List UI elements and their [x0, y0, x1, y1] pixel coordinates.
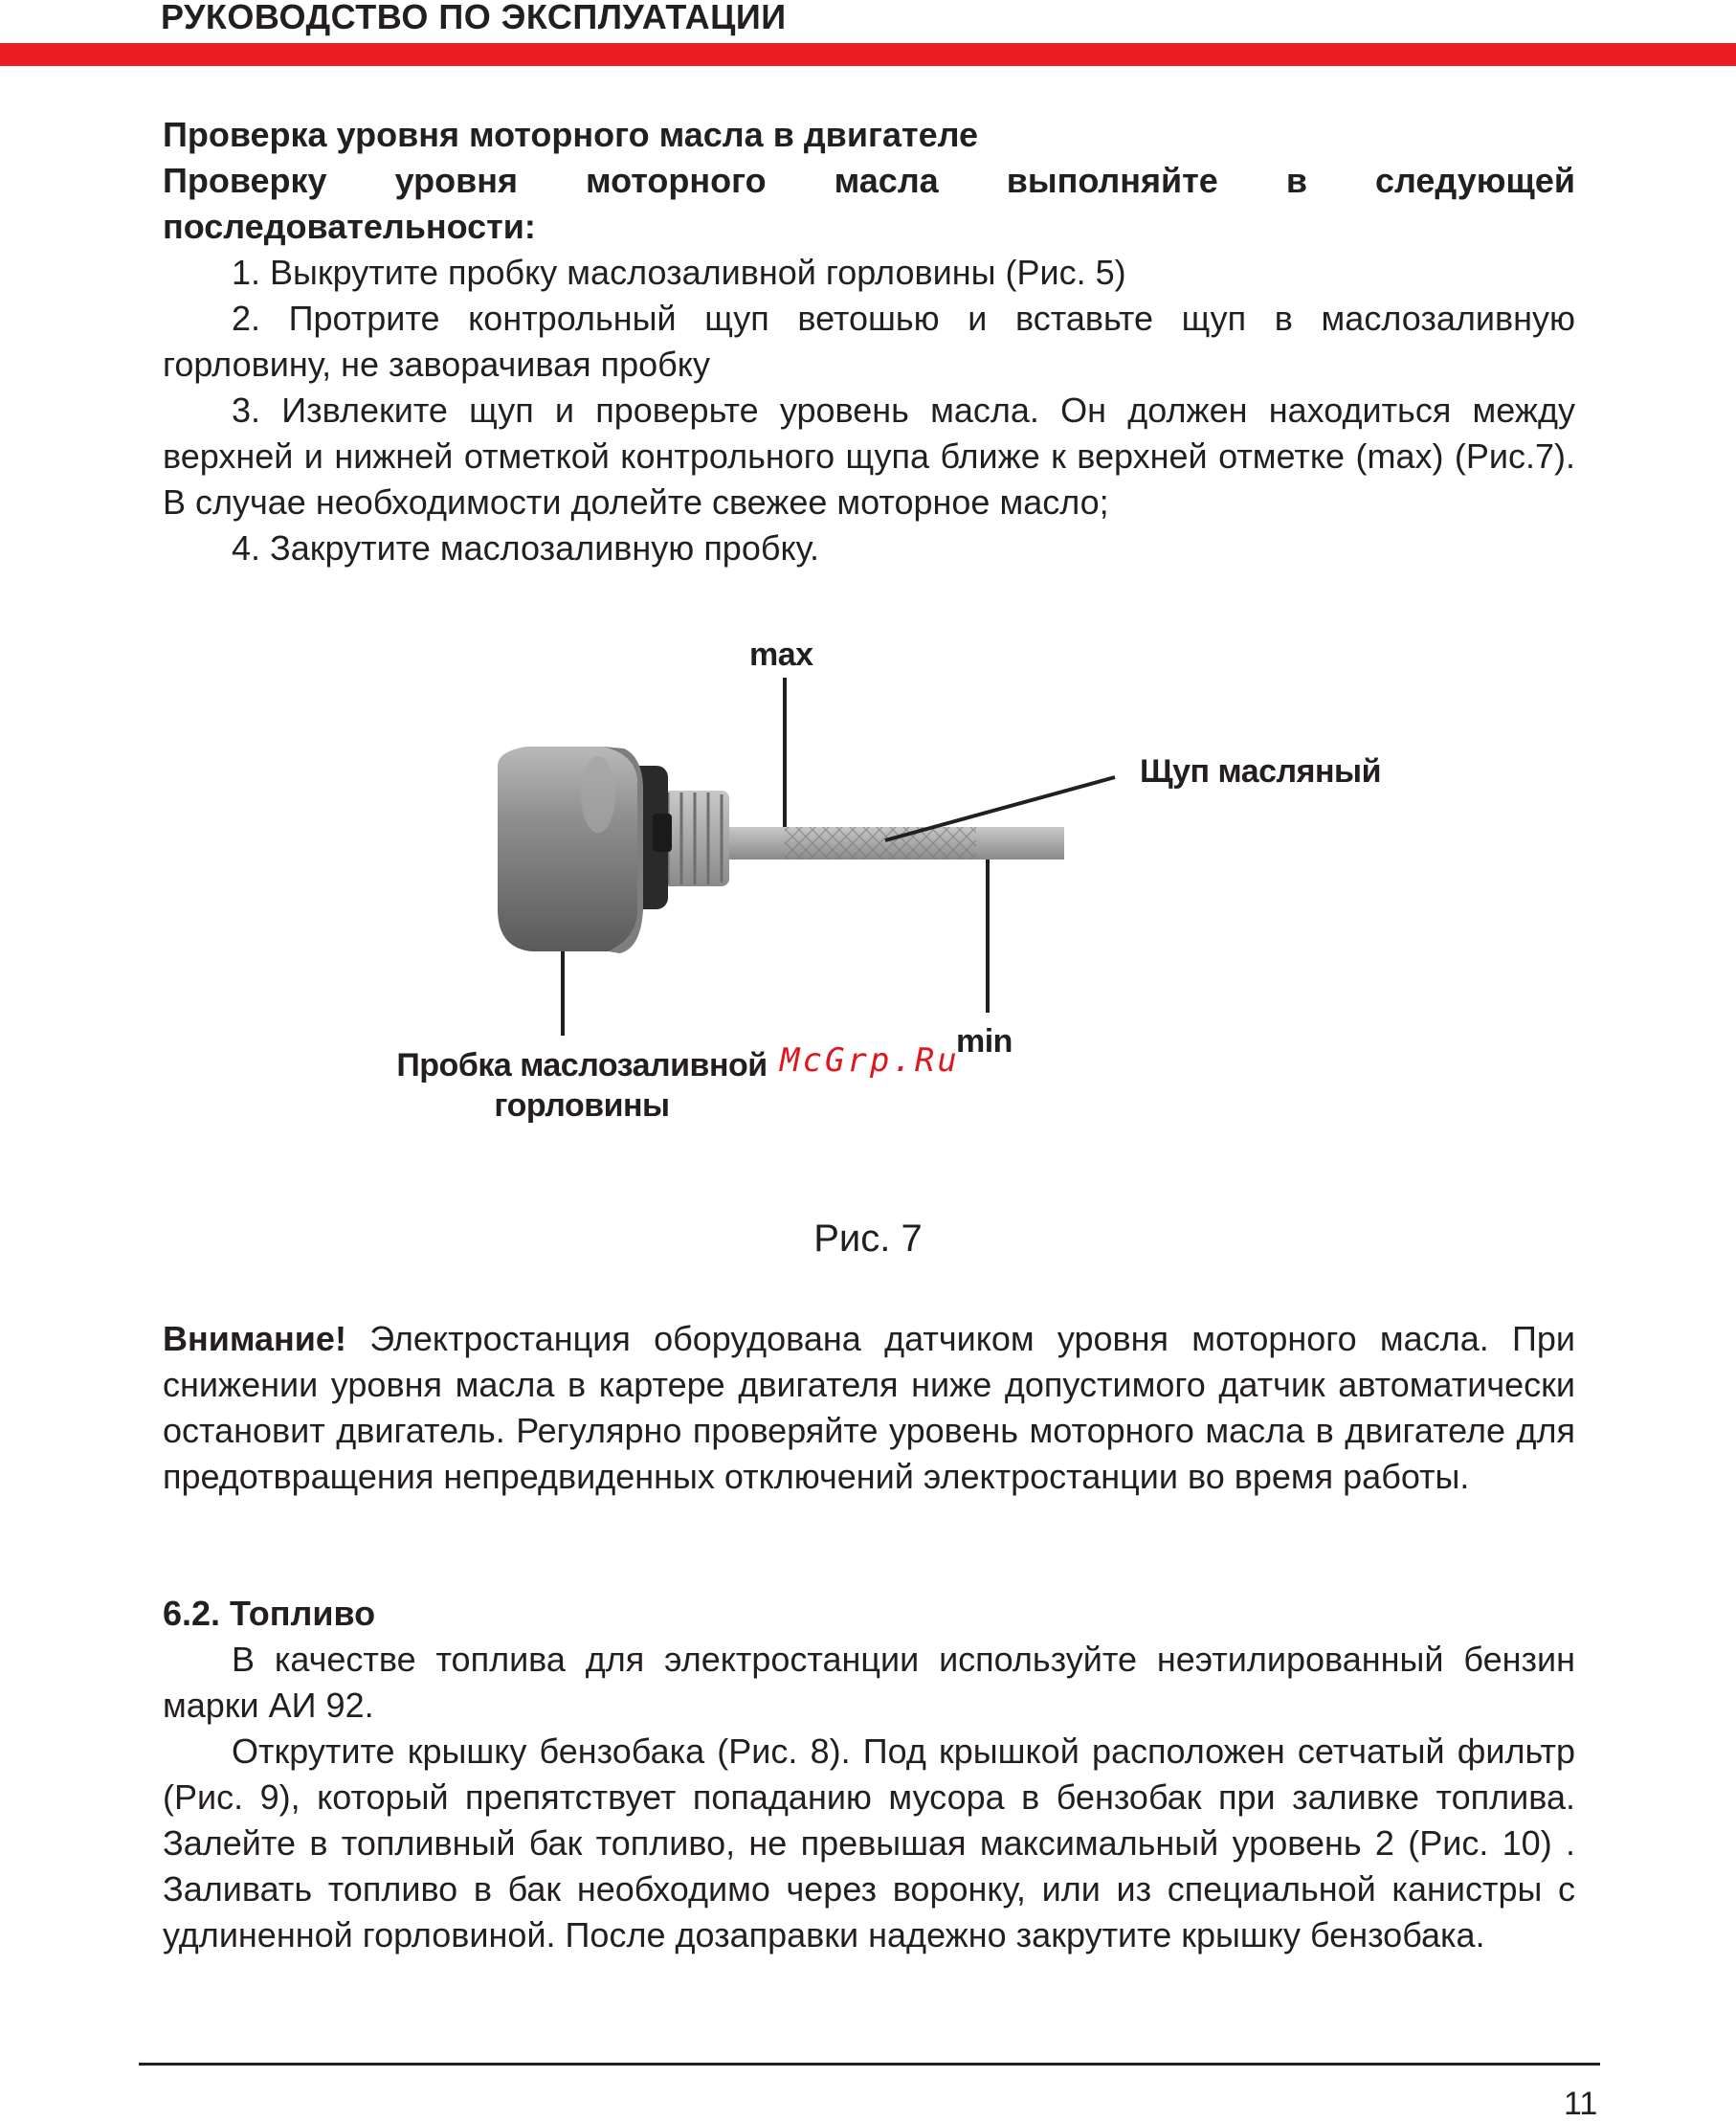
footer-rule: [139, 2063, 1600, 2066]
dipstick-hatch: [785, 827, 976, 860]
oil-step-2: 2. Протрите контрольный щуп ветошью и вставьте щуп в маслозаливную горловину, не заворачивая пробку: [163, 299, 1575, 384]
warning-block: [163, 1316, 1575, 1500]
label-min: min: [956, 1023, 1013, 1060]
fuel-heading: 6.2. Топливо: [163, 1594, 376, 1633]
page-number: 11: [1564, 2086, 1598, 2122]
figure-caption: Рис. 7: [813, 1217, 923, 1260]
oil-step-3: 3. Извлеките щуп и проверьте уровень масла. Он должен находиться между верхней и нижней отметкой контрольного щупа ближе к верхней отметке (max) (Рис.7). В случае необходимости долейте свежее моторное масло;: [163, 391, 1575, 522]
label-cap: Пробка маслозаливной горловины: [396, 1047, 768, 1124]
warning-text: Электростанция оборудована датчиком уровня моторного масла. При снижении уровня масла в картере двигателя ниже допустимого датчик автоматически остановит двигатель. Регулярно проверяйте уровень моторного масла в двигателе для предотвращения непредвиденных отключений электростанции во время работы.: [163, 1319, 1575, 1496]
fuel-paragraph-2: Открутите крышку бензобака (Рис. 8). Под крышкой расположен сетчатый фильтр (Рис. 9), который препятствует попаданию мусора в бензобак при заливке топлива. Залейте в топливный бак топливо, не превышая максимальный уровень 2 (Рис. 10) . Заливать топливо в бак необходимо через воронку, или из специальной канистры с удлиненной горловиной. После дозаправки надежно закрутите крышку бензобака.: [163, 1731, 1575, 1954]
oil-check-section: [163, 112, 1575, 571]
oil-check-intro: Проверку уровня моторного масла выполняйте в следующей последовательности:: [163, 161, 1575, 246]
fuel-paragraph-1: В качестве топлива для электростанции используйте неэтилированный бензин марки АИ 92.: [163, 1640, 1575, 1725]
label-dipstick: Щуп масляный: [1140, 753, 1381, 790]
oil-step-1: 1. Выкрутите пробку маслозаливной горловины (Рис. 5): [232, 253, 1126, 292]
watermark-text: McGrp.Ru: [780, 1041, 960, 1080]
header-red-bar: [0, 43, 1736, 66]
fuel-section: [163, 1591, 1575, 1958]
label-max: max: [749, 637, 813, 673]
warning-lead: Внимание!: [163, 1319, 346, 1358]
oil-cap: [498, 747, 643, 951]
page-header-title: РУКОВОДСТВО ПО ЭКСПЛУАТАЦИИ: [161, 0, 787, 36]
oil-check-heading: Проверка уровня моторного масла в двигателе: [163, 115, 979, 154]
oil-step-4: 4. Закрутите маслозаливную пробку.: [232, 528, 820, 568]
warning-paragraph: [163, 1316, 1575, 1500]
